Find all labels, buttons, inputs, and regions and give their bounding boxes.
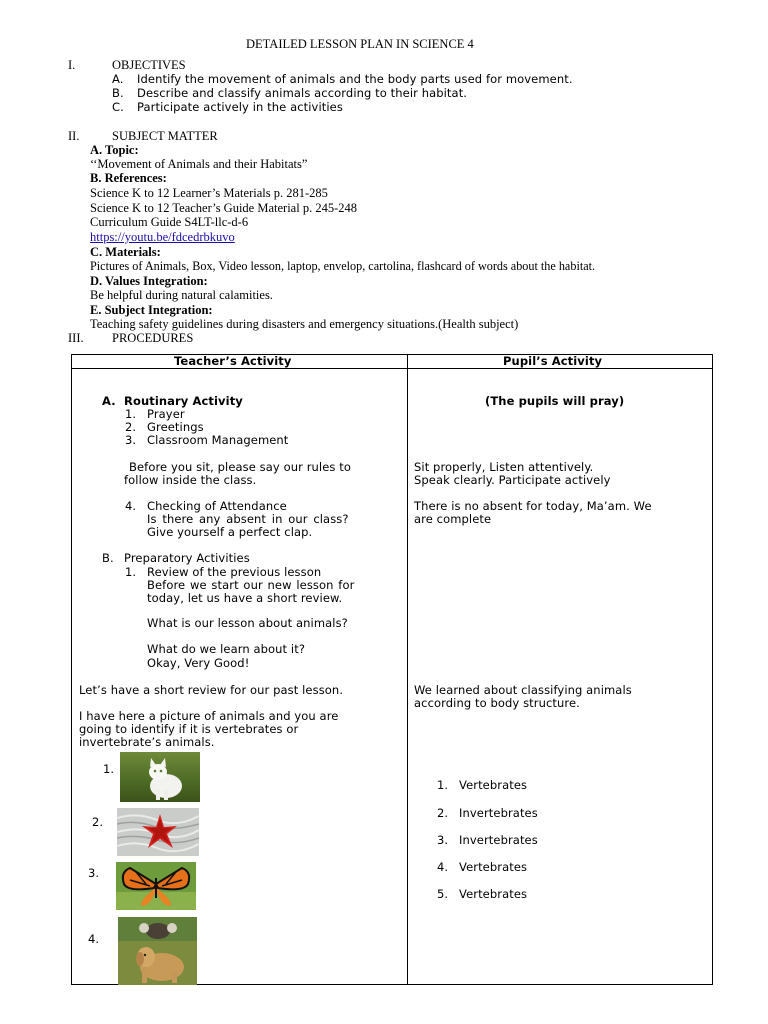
pupil-rules-line: Speak clearly. Participate actively	[414, 473, 611, 487]
table-header-divider	[72, 368, 712, 369]
routinary-item: Greetings	[147, 420, 204, 434]
objectives-numeral: I.	[68, 58, 76, 72]
answer-number: 5.	[437, 887, 449, 901]
attendance-number: 4.	[125, 499, 137, 513]
topic-label: A. Topic:	[90, 143, 139, 157]
picture-number: 3.	[88, 866, 100, 880]
teacher-rules-line: Before you sit, please say our rules to	[129, 460, 351, 474]
routinary-number: 2.	[125, 420, 137, 434]
short-review-text: Let’s have a short review for our past lesson.	[79, 683, 344, 697]
answer-text: Invertebrates	[459, 833, 538, 847]
answer-number: 1.	[437, 778, 449, 792]
objective-text: Describe and classify animals according to their habitat.	[137, 86, 468, 100]
subject-matter-numeral: II.	[68, 129, 80, 143]
picture-number: 4.	[88, 932, 100, 946]
answer-text: Vertebrates	[459, 778, 528, 792]
prep-letter: B.	[102, 551, 114, 565]
pupil-pray: (The pupils will pray)	[485, 394, 625, 408]
picture-number: 2.	[92, 815, 104, 829]
objective-letter: B.	[112, 86, 124, 100]
question-text: What is our lesson about animals?	[147, 616, 348, 630]
table-column-divider	[407, 355, 408, 984]
routinary-title: Routinary Activity	[124, 394, 243, 408]
picture-instruction: going to identify if it is vertebrates or	[79, 722, 299, 736]
pupil-rules-line: Sit properly, Listen attentively.	[414, 460, 594, 474]
attendance-line: Is there any absent in our class?	[147, 512, 349, 526]
picture-instruction: invertebrate’s animals.	[79, 735, 215, 749]
objective-letter: C.	[112, 100, 124, 114]
subject-matter-heading: SUBJECT MATTER	[112, 129, 218, 143]
answer-text: Invertebrates	[459, 806, 538, 820]
attendance-title: Checking of Attendance	[147, 499, 287, 513]
pupil-absent-line: There is no absent for today, Ma’am. We	[414, 499, 652, 513]
subject-integration-label: E. Subject Integration:	[90, 303, 213, 317]
routinary-item: Prayer	[147, 407, 185, 421]
objective-text: Identify the movement of animals and the body parts used for movement.	[137, 72, 573, 86]
dog-picture	[118, 917, 197, 985]
pupil-absent-line: are complete	[414, 512, 492, 526]
values-label: D. Values Integration:	[90, 274, 208, 288]
reference-item: Science K to 12 Teacher’s Guide Material p. 245-248	[90, 201, 357, 215]
picture-number: 1.	[103, 762, 115, 776]
objective-letter: A.	[112, 72, 124, 86]
answer-text: Vertebrates	[459, 887, 528, 901]
teacher-activity-header: Teacher’s Activity	[174, 354, 292, 368]
answer-number: 4.	[437, 860, 449, 874]
page-title: DETAILED LESSON PLAN IN SCIENCE 4	[246, 37, 474, 51]
references-label: B. References:	[90, 171, 167, 185]
pupil-activity-header: Pupil’s Activity	[503, 354, 603, 368]
answer-number: 3.	[437, 833, 449, 847]
teacher-rules-line: follow inside the class.	[124, 473, 257, 487]
routinary-item: Classroom Management	[147, 433, 289, 447]
okay-text: Okay, Very Good!	[147, 656, 250, 670]
picture-instruction: I have here a picture of animals and you are	[79, 709, 339, 723]
answer-number: 2.	[437, 806, 449, 820]
answer-text: Vertebrates	[459, 860, 528, 874]
procedures-numeral: III.	[68, 331, 84, 345]
butterfly-picture	[116, 862, 196, 910]
reference-item: Curriculum Guide S4LT-llc-d-6	[90, 215, 249, 229]
review-line: Before we start our new lesson for	[147, 578, 355, 592]
values-text: Be helpful during natural calamities.	[90, 288, 273, 302]
review-line: today, let us have a short review.	[147, 591, 343, 605]
materials-label: C. Materials:	[90, 245, 161, 259]
routinary-number: 1.	[125, 407, 137, 421]
pupil-learned-line: We learned about classifying animals	[414, 683, 632, 697]
topic-text: ‘‘Movement of Animals and their Habitats”	[90, 157, 308, 171]
cat-picture	[120, 752, 200, 802]
attendance-line: Give yourself a perfect clap.	[147, 525, 313, 539]
subject-integration-text: Teaching safety guidelines during disasters and emergency situations.(Health subject)	[90, 317, 519, 331]
pupil-learned-line: according to body structure.	[414, 696, 580, 710]
review-number: 1.	[125, 565, 137, 579]
video-link[interactable]: https://youtu.be/fdcedrbkuvo	[90, 230, 235, 244]
routinary-number: 3.	[125, 433, 137, 447]
routinary-letter: A.	[102, 394, 116, 408]
objectives-heading: OBJECTIVES	[112, 58, 186, 72]
materials-text: Pictures of Animals, Box, Video lesson, laptop, envelop, cartolina, flashcard of words about the habitat.	[90, 259, 596, 273]
procedures-heading: PROCEDURES	[112, 331, 194, 345]
objective-text: Participate actively in the activities	[137, 100, 343, 114]
review-title: Review of the previous lesson	[147, 565, 322, 579]
question-text: What do we learn about it?	[147, 642, 306, 656]
prep-title: Preparatory Activities	[124, 551, 250, 565]
starfish-picture	[117, 808, 199, 856]
reference-item: Science K to 12 Learner’s Materials p. 281-285	[90, 186, 328, 200]
